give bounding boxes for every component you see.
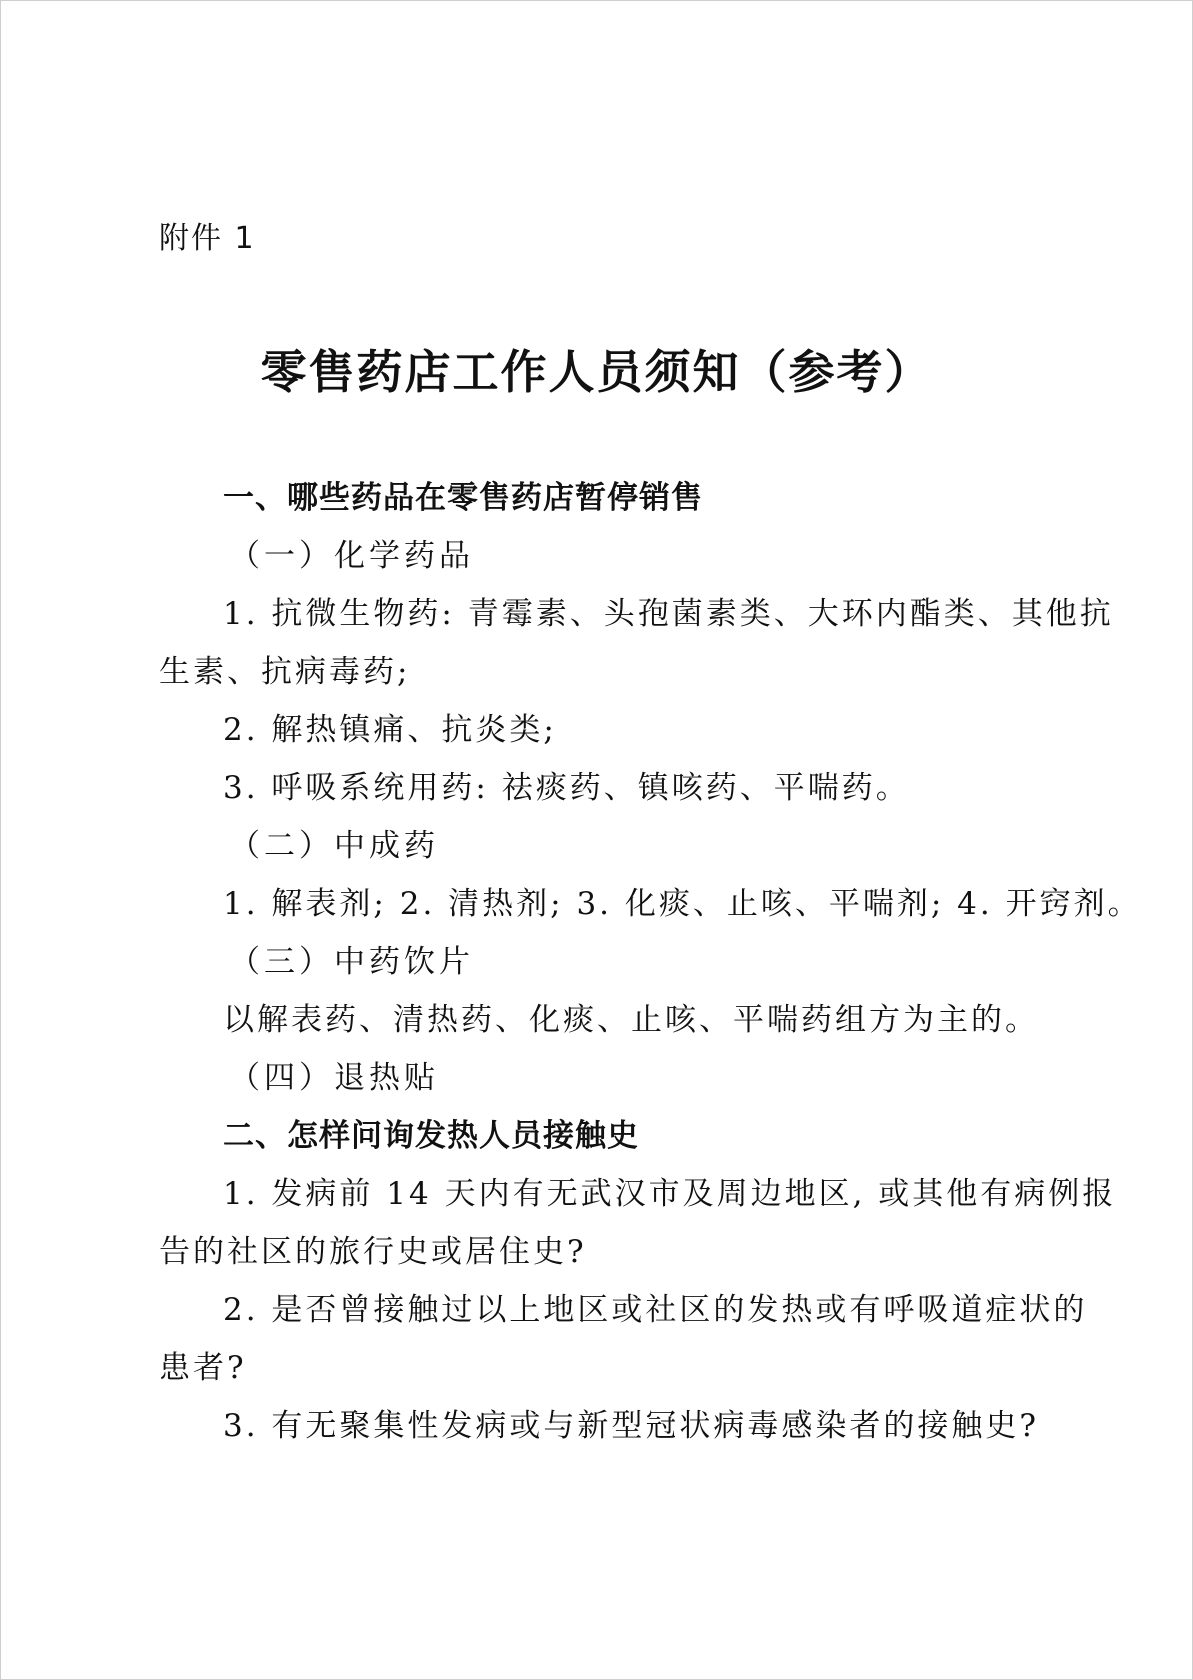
question-2-line1: 2. 是否曾接触过以上地区或社区的发热或有呼吸道症状的 — [223, 1292, 1088, 1328]
item-respiratory: 3. 呼吸系统用药: 祛痰药、镇咳药、平喘药。 — [223, 770, 910, 806]
question-1-line2: 告的社区的旅行史或居住史? — [159, 1234, 587, 1270]
question-2-line2: 患者? — [159, 1350, 247, 1386]
question-1-line1: 1. 发病前 14 天内有无武汉市及周边地区, 或其他有病例报 — [223, 1176, 1117, 1212]
subsection-herbal-pieces: （三）中药饮片 — [229, 944, 474, 980]
herbal-pieces-text: 以解表药、清热药、化痰、止咳、平喘药组方为主的。 — [223, 1002, 1039, 1038]
item-antimicrobial-line2: 生素、抗病毒药; — [159, 654, 411, 690]
chinese-patent-medicine-items: 1. 解表剂; 2. 清热剂; 3. 化痰、止咳、平喘剂; 4. 开窍剂。 — [223, 886, 1142, 922]
attachment-label: 附件 1 — [159, 221, 256, 256]
document-body — [159, 469, 1142, 1455]
subsection-fever-patch: （四）退热贴 — [229, 1060, 439, 1096]
item-antipyretic: 2. 解热镇痛、抗炎类; — [223, 712, 557, 748]
document-title: 零售药店工作人员须知（参考） — [260, 345, 933, 399]
section-2-heading: 二、怎样问询发热人员接触史 — [223, 1118, 639, 1154]
subsection-chinese-patent-medicine: （二）中成药 — [229, 828, 439, 864]
question-3: 3. 有无聚集性发病或与新型冠状病毒感染者的接触史? — [223, 1408, 1040, 1444]
item-antimicrobial-line1: 1. 抗微生物药: 青霉素、头孢菌素类、大环内酯类、其他抗 — [223, 596, 1114, 632]
subsection-chemical-drugs: （一）化学药品 — [229, 538, 474, 574]
section-1-heading: 一、哪些药品在零售药店暂停销售 — [223, 480, 703, 516]
